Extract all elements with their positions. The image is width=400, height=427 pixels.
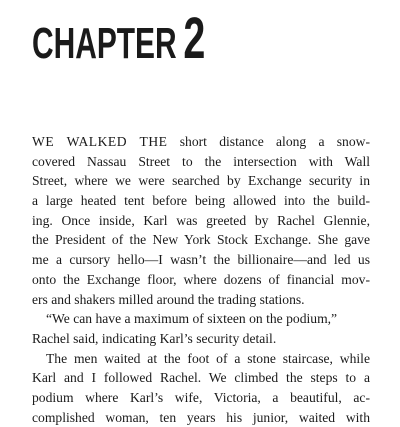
text-line-11: Rachel said, indicating Karl’s security detail. (32, 330, 277, 346)
text-line-2: covered Nassau Street to the intersection with Wall (32, 153, 370, 169)
line-1-rest: short distance along a snow- (167, 134, 370, 149)
chapter-heading (32, 6, 206, 71)
text-line-13: Karl and I followed Rachel. We climbed the steps to a (32, 370, 370, 386)
text-line-7: me a cursory hello—I wasn’t the billionaire—and led us (32, 252, 370, 268)
text-line-6: the President of the New York Stock Exchange. She gave (32, 232, 370, 248)
text-line-5: ing. Once inside, Karl was greeted by Rachel Glennie, (32, 212, 370, 228)
text-line-1 (32, 132, 370, 152)
text-line-8: onto the Exchange floor, where dozens of financial mov- (32, 271, 370, 287)
chapter-word: CHAPTER (32, 19, 177, 68)
chapter-number: 2 (183, 6, 206, 71)
lead-in: WE WALKED THE (32, 134, 168, 149)
body-text (32, 132, 370, 427)
text-line-15: complished woman, ten years his junior, waited with (32, 409, 370, 425)
text-line-4: a large heated tent before being allowed into the build- (32, 193, 370, 209)
text-line-9: ers and shakers milled around the trading stations. (32, 291, 305, 307)
text-line-10: “We can have a maximum of sixteen on the podium,” (46, 311, 338, 327)
text-line-12: The men waited at the foot of a stone staircase, while (46, 350, 370, 366)
text-line-3: Street, where we were searched by Exchange security in (32, 173, 370, 189)
text-line-14: podium where Karl’s wife, Victoria, a beautiful, ac- (32, 389, 370, 405)
